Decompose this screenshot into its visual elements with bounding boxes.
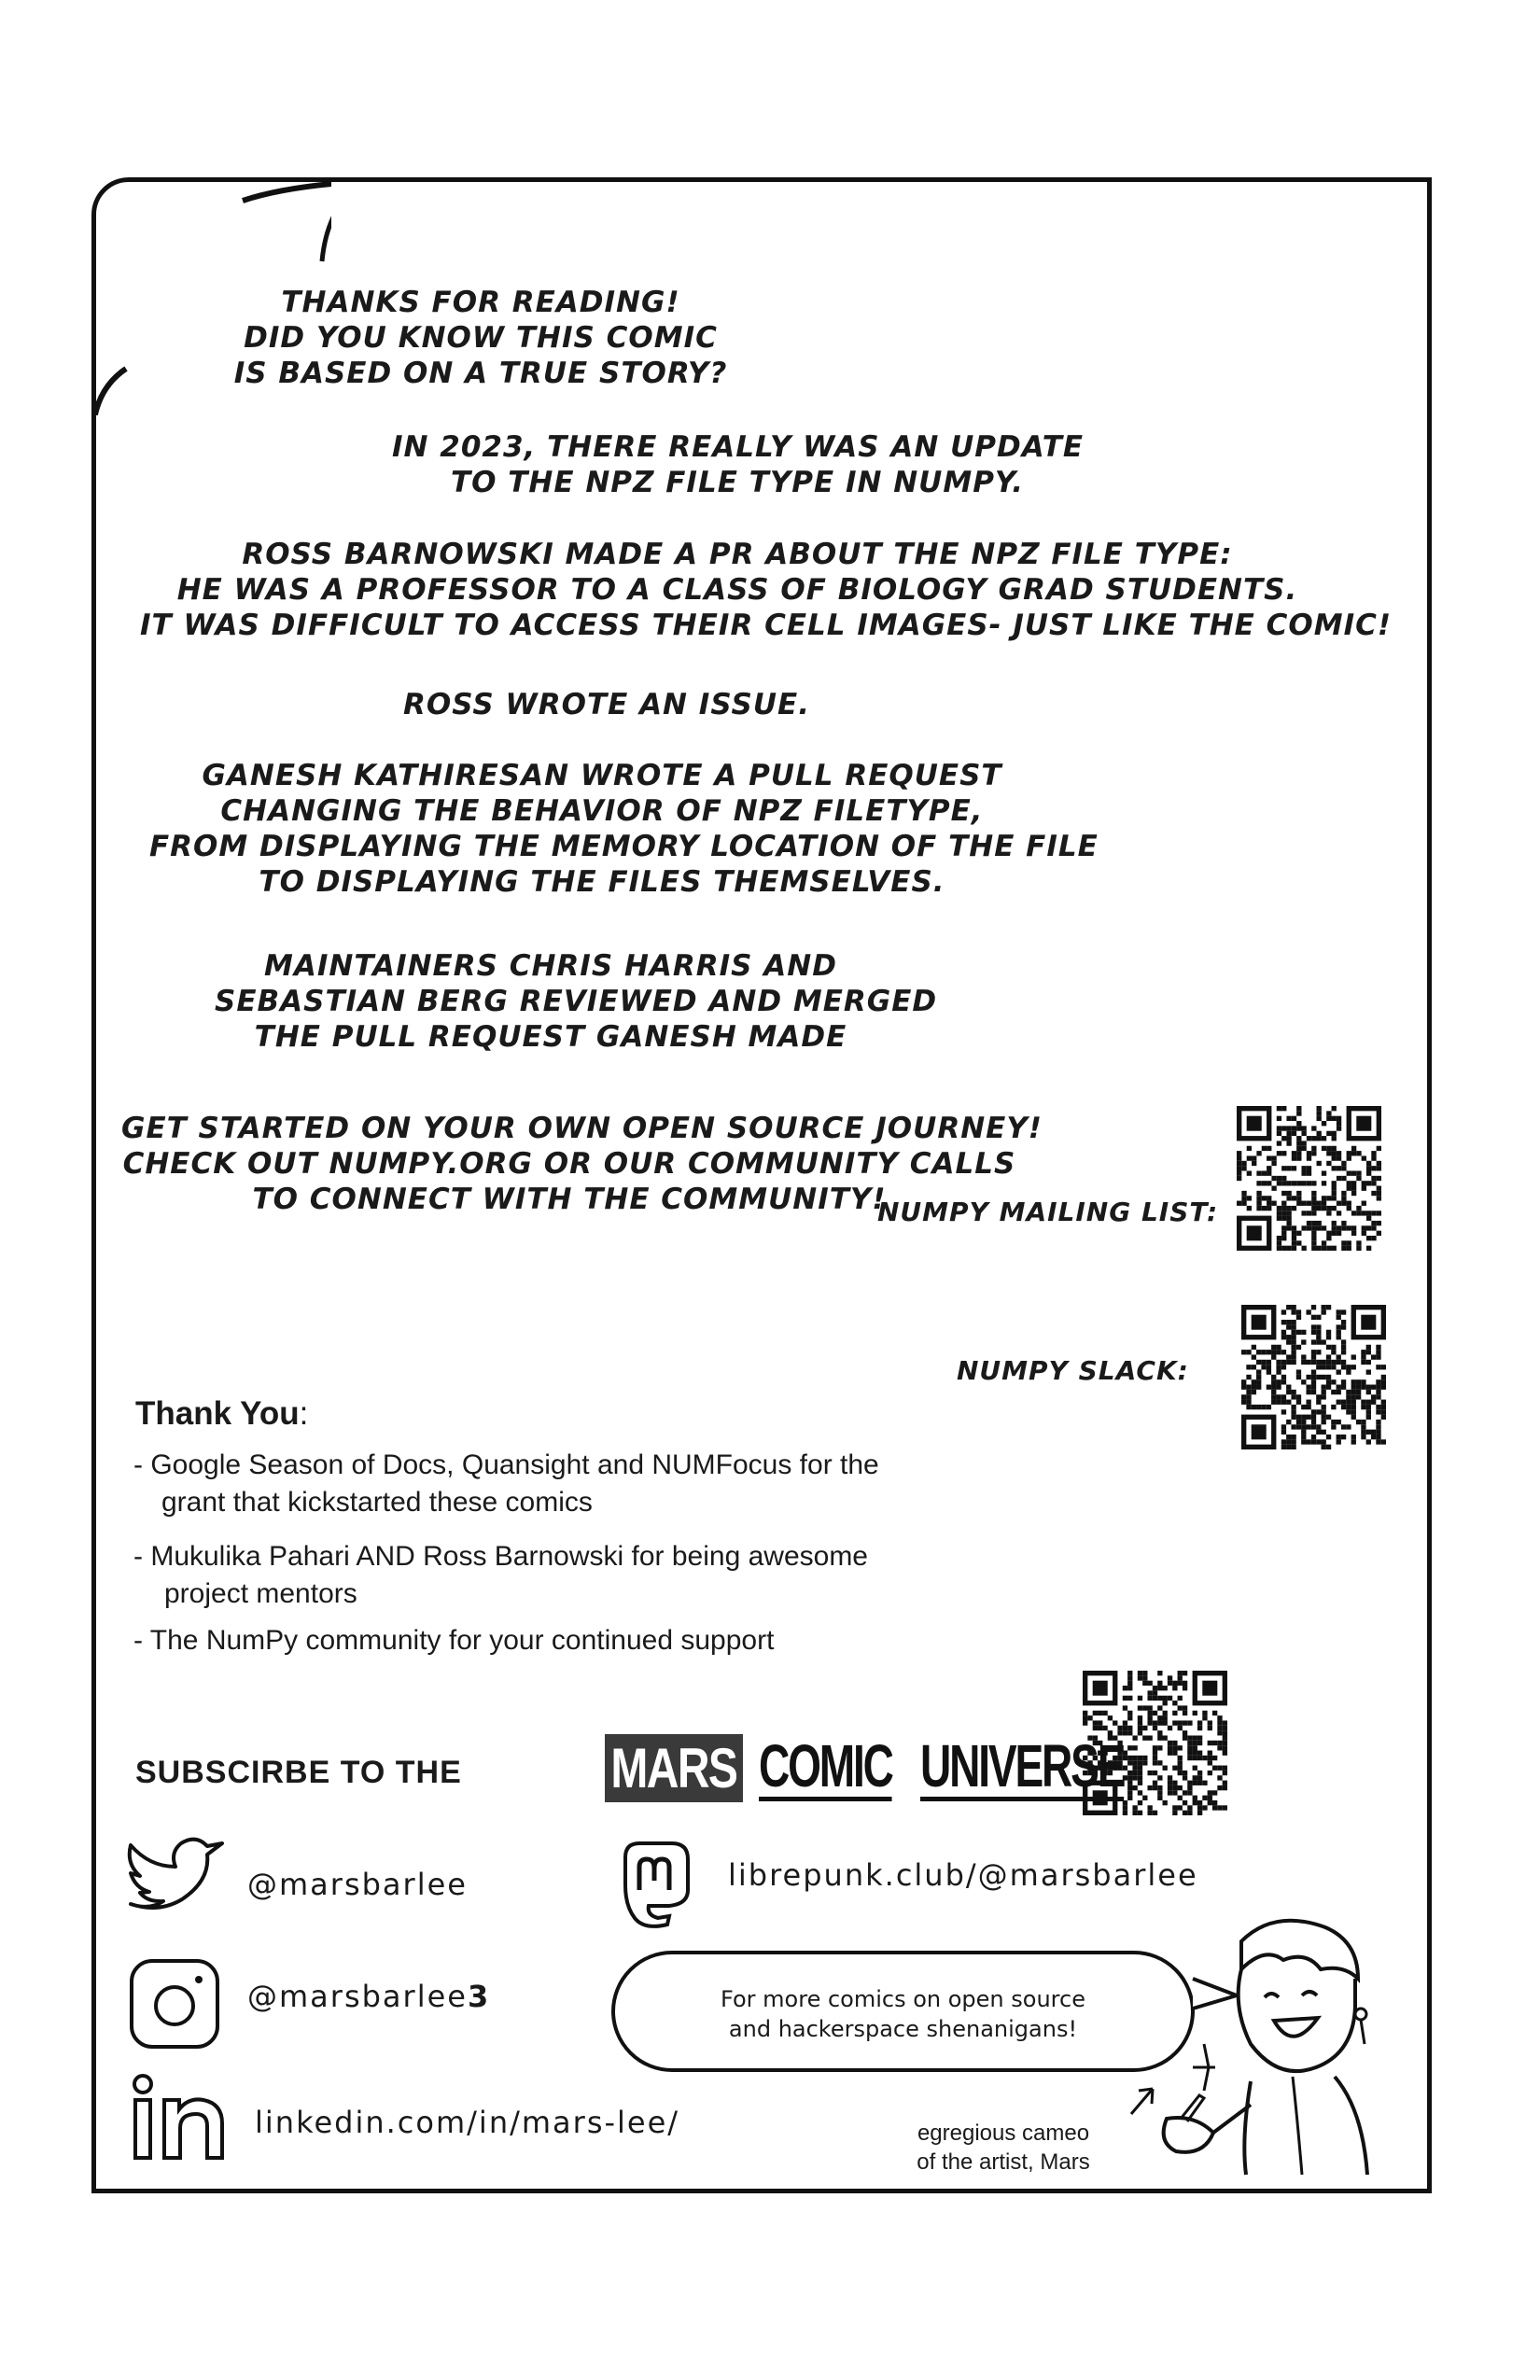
thank-you-item: - Mukulika Pahari AND Ross Barnowski for being awesome — [133, 1541, 868, 1572]
intro-line: THANKS FOR READING! — [281, 286, 680, 319]
intro-line: IS BASED ON A TRUE STORY? — [233, 357, 728, 390]
artist-cameo-illustration — [1111, 1904, 1437, 2184]
bubble-line: For more comics on open source — [721, 1986, 1085, 2012]
twitter-handle[interactable]: @marsbarlee — [247, 1867, 468, 1902]
maintainers-line: MAINTAINERS CHRIS HARRIS AND — [264, 949, 837, 983]
instagram-handle[interactable]: @marsbarlee3 — [247, 1979, 491, 2014]
mastodon-handle[interactable]: librepunk.club/@marsbarlee — [728, 1857, 1198, 1893]
issue-text — [392, 687, 821, 722]
ganesh-line: CHANGING THE BEHAVIOR OF NPZ FILETYPE, — [220, 794, 984, 828]
slack-label: NUMPY SLACK: — [957, 1355, 1189, 1386]
ganesh-text — [149, 758, 1099, 900]
mailing-list-label: NUMPY MAILING LIST: — [877, 1197, 1219, 1227]
thank-you-item: - The NumPy community for your continued support — [133, 1625, 775, 1656]
speech-bubble — [611, 1951, 1195, 2072]
intro-text — [205, 285, 756, 391]
cameo-caption — [901, 2119, 1106, 2177]
ganesh-line: TO DISPLAYING THE FILES THEMSELVES. — [259, 865, 945, 899]
cameo-line: of the artist, Mars — [917, 2149, 1090, 2175]
ross-pr-text — [140, 537, 1393, 643]
get-started-line: GET STARTED ON YOUR OWN OPEN SOURCE JOURNEY! — [121, 1112, 1043, 1145]
subscribe-label: SUBSCIRBE TO THE — [135, 1755, 462, 1790]
twitter-icon[interactable] — [121, 1834, 229, 1923]
get-started-line: TO CONNECT WITH THE COMMUNITY! — [252, 1183, 887, 1216]
bubble-text — [615, 1984, 1191, 2044]
mailing-list-qr-code[interactable] — [1237, 1106, 1381, 1251]
update-line: TO THE NPZ FILE TYPE IN NUMPY. — [450, 466, 1025, 499]
intro-line: DID YOU KNOW THIS COMIC — [244, 321, 718, 355]
update-text — [392, 429, 1083, 500]
thank-you-item: grant that kickstarted these comics — [161, 1487, 593, 1518]
maintainers-line: THE PULL REQUEST GANESH MADE — [254, 1020, 847, 1054]
mars-comic-universe-logo[interactable] — [605, 1734, 1203, 1802]
ganesh-line: GANESH KATHIRESAN WROTE A PULL REQUEST — [202, 759, 1002, 792]
cameo-line: egregious cameo — [917, 2121, 1090, 2146]
update-line: IN 2023, THERE REALLY WAS AN UPDATE — [392, 430, 1085, 464]
get-started-line: CHECK OUT NUMPY.ORG OR OUR COMMUNITY CALLS — [122, 1147, 1016, 1181]
logo-comic: COMIC — [758, 1732, 892, 1799]
instagram-icon[interactable] — [126, 1955, 224, 2053]
linkedin-icon[interactable] — [131, 2072, 229, 2165]
linkedin-url[interactable]: linkedin.com/in/mars-lee/ — [255, 2105, 680, 2140]
slack-qr-code[interactable] — [1241, 1305, 1386, 1449]
maintainers-text — [215, 948, 938, 1055]
ross-pr-line: ROSS BARNOWSKI MADE A PR ABOUT THE NPZ FILE TYPE: — [242, 538, 1233, 571]
thank-you-item: - Google Season of Docs, Quansight and NUMFocus for the — [133, 1449, 879, 1480]
logo-universe: UNIVERSE — [919, 1732, 1125, 1799]
bubble-line: and hackerspace shenanigans! — [728, 2016, 1078, 2042]
issue-line: ROSS WROTE AN ISSUE. — [402, 688, 811, 721]
thank-you-item: project mentors — [164, 1578, 357, 1609]
ross-pr-line: IT WAS DIFFICULT TO ACCESS THEIR CELL IMAGES- JUST LIKE THE COMIC! — [140, 609, 1393, 642]
ganesh-line: FROM DISPLAYING THE MEMORY LOCATION OF THE FILE — [149, 830, 1099, 863]
thank-you-list — [133, 1447, 879, 1659]
thank-you-heading: Thank You: — [135, 1395, 309, 1432]
maintainers-line: SEBASTIAN BERG REVIEWED AND MERGED — [215, 985, 938, 1018]
logo-mars: MARS — [605, 1734, 743, 1802]
mastodon-icon[interactable] — [611, 1839, 700, 1932]
ross-pr-line: HE WAS A PROFESSOR TO A CLASS OF BIOLOGY GRAD STUDENTS. — [176, 573, 1298, 607]
